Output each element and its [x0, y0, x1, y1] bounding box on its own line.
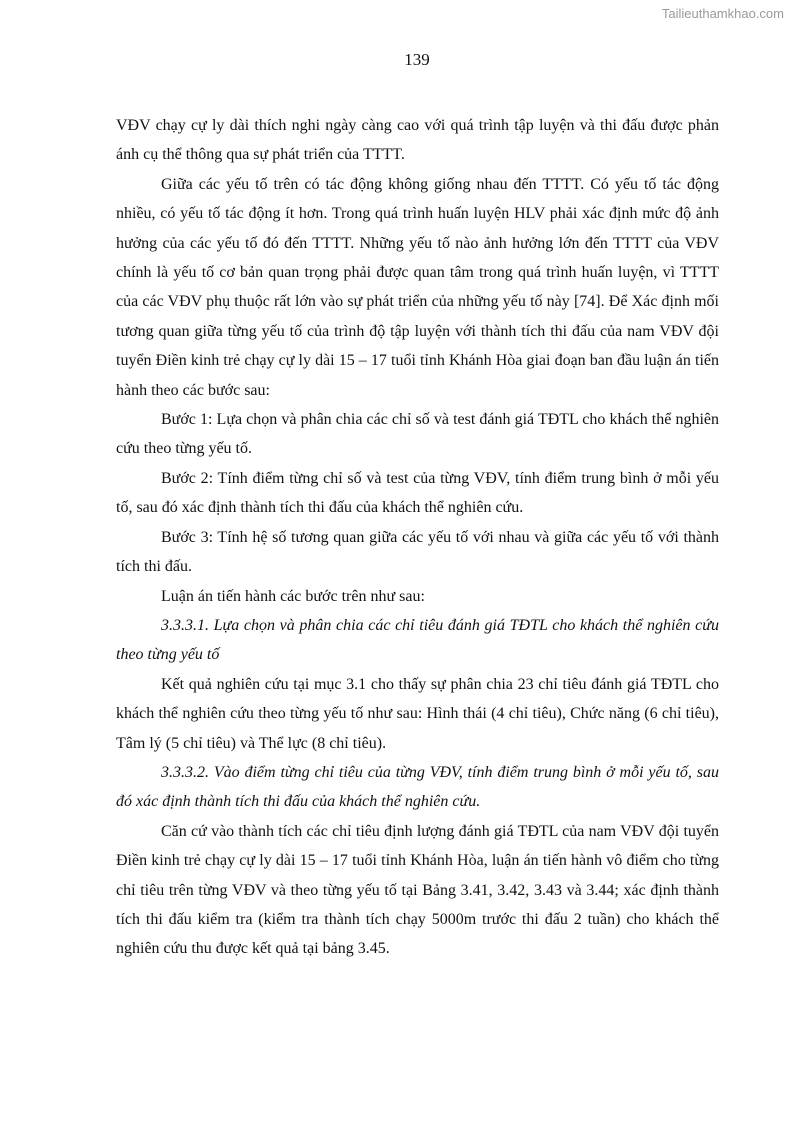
- paragraph-step-2: Bước 2: Tính điểm từng chỉ số và test của từng VĐV, tính điểm trung bình ở mỗi yếu tố, sau đó xác định thành tích thi đấu của khách thể nghiên cứu.: [116, 469, 719, 517]
- paragraph-results-3-1: Kết quả nghiên cứu tại mục 3.1 cho thấy sự phân chia 23 chỉ tiêu đánh giá TĐTL cho khách thể nghiên cứu theo từng yếu tố như sau: Hình thái (4 chỉ tiêu), Chức năng (6 chỉ tiêu), Tâm lý (5 chỉ tiêu) và Thể lực (8 chỉ tiêu).: [116, 675, 719, 752]
- section-heading-3-3-3-2: 3.3.3.2. Vào điểm từng chỉ tiêu của từng VĐV, tính điểm trung bình ở mỗi yếu tố, sau đó xác định thành tích thi đấu của khách thể nghiên cứu.: [116, 763, 719, 811]
- paragraph-step-3: Bước 3: Tính hệ số tương quan giữa các yếu tố với nhau và giữa các yếu tố với thành tích thi đấu.: [116, 528, 719, 576]
- paragraph-continuation: VĐV chạy cự ly dài thích nghi ngày càng cao với quá trình tập luyện và thi đấu được phản ánh cụ thể thông qua sự phát triển của TTTT.: [116, 117, 719, 164]
- paragraph-intro-steps: Luận án tiến hành các bước trên như sau:: [161, 587, 425, 605]
- watermark: Tailieuthamkhao.com: [661, 6, 784, 21]
- paragraph-factors: Giữa các yếu tố trên có tác động không giống nhau đến TTTT. Có yếu tố tác động nhiều, có yếu tố tác động ít hơn. Trong quá trình huấn luyện HLV phải xác định mức độ ảnh hưởng của các yếu tố đó đến TTTT. Những yếu tố nào ảnh hưởng lớn đến TTTT của VĐV chính là yếu tố cơ bản quan trọng phải được quan tâm trong quá trình huấn luyện, vì TTTT của các VĐV phụ thuộc rất lớn vào sự phát triển của những yếu tố này [74]. Để Xác định mối tương quan giữa từng yếu tố của trình độ tập luyện với thành tích thi đấu của nam VĐV đội tuyển Điền kinh trẻ chạy cự ly dài 15 – 17 tuổi tỉnh Khánh Hòa giai đoạn ban đầu luận án tiến hành theo các bước sau:: [116, 175, 719, 399]
- paragraph-step-1: Bước 1: Lựa chọn và phân chia các chỉ số và test đánh giá TĐTL cho khách thể nghiên cứu theo từng yếu tố.: [116, 411, 719, 458]
- section-heading-3-3-3-1: 3.3.3.1. Lựa chọn và phân chia các chỉ tiêu đánh giá TĐTL cho khách thể nghiên cứu theo từng yếu tố: [116, 616, 719, 664]
- document-body: [116, 111, 719, 964]
- paragraph-scoring: Căn cứ vào thành tích các chỉ tiêu định lượng đánh giá TĐTL của nam VĐV đội tuyển Điền kinh trẻ chạy cự ly dài 15 – 17 tuổi tỉnh Khánh Hòa, luận án tiến hành vô điểm cho từng chỉ tiêu trên từng VĐV và theo từng yếu tố tại Bảng 3.41, 3.42, 3.43 và 3.44; xác định thành tích thi đấu kiểm tra (kiểm tra thành tích chạy 5000m trước thi đấu 2 tuần) cho khách thể nghiên cứu thu được kết quả tại bảng 3.45.: [116, 822, 719, 958]
- page-number: 139: [404, 50, 430, 69]
